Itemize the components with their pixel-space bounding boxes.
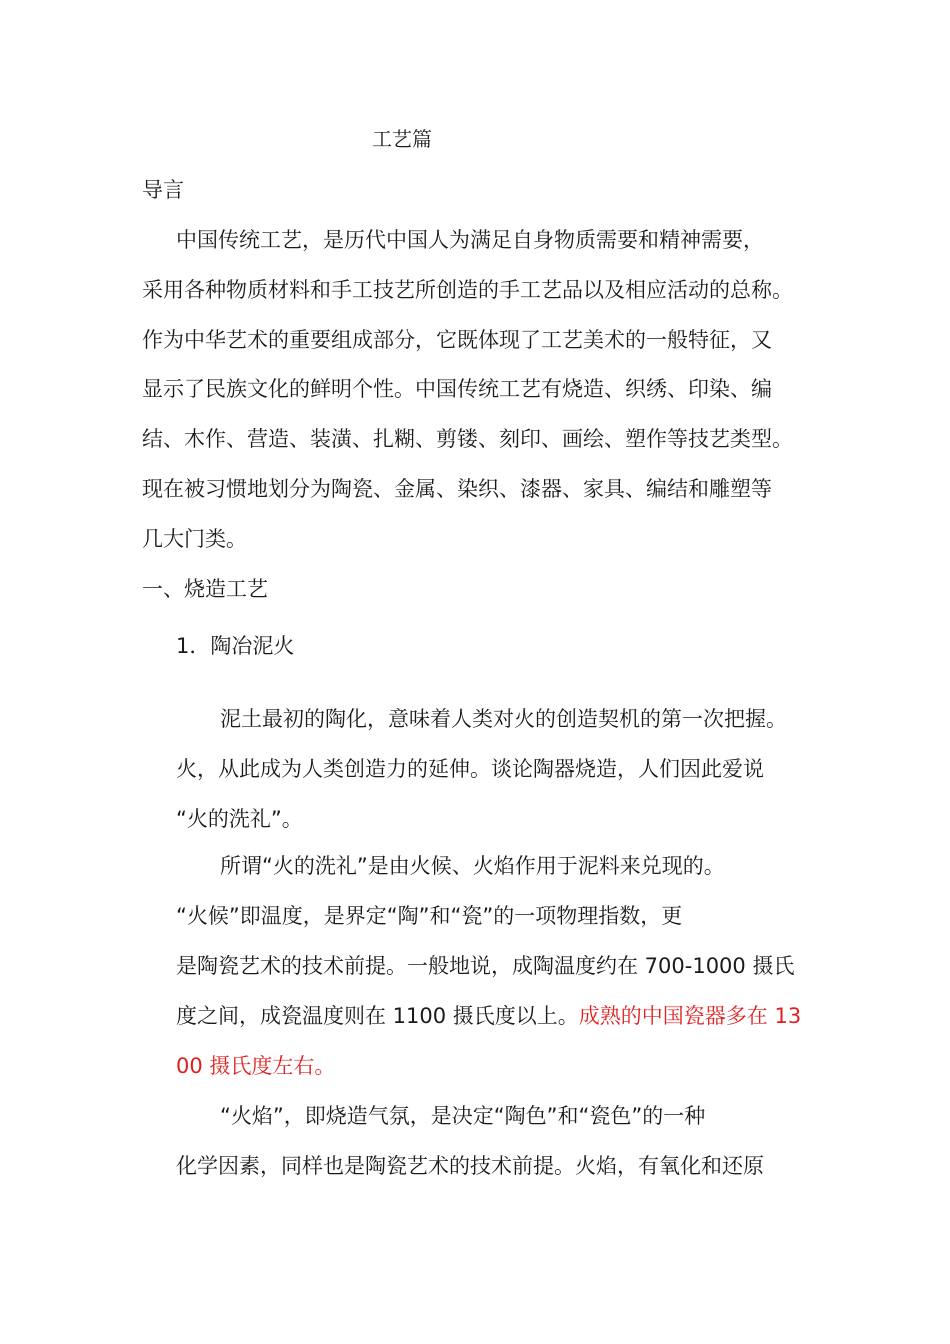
intro-line-7: 几大门类。 xyxy=(142,527,247,551)
intro-line-6: 现在被习惯地划分为陶瓷、金属、染织、漆器、家具、编结和雕塑等 xyxy=(142,477,772,501)
section-heading: 一、烧造工艺 xyxy=(142,577,268,601)
para1-line-1: 泥土最初的陶化，意味着人类对火的创造契机的第一次把握。 xyxy=(220,707,787,731)
intro-line-4: 显示了民族文化的鲜明个性。中国传统工艺有烧造、织绣、印染、编 xyxy=(142,377,772,401)
subsection-heading: 1．陶冶泥火 xyxy=(176,634,295,658)
para3-line-2: 化学因素，同样也是陶瓷艺术的技术前提。火焰，有氧化和还原 xyxy=(176,1154,764,1178)
para2-line-3: 是陶瓷艺术的技术前提。一般地说，成陶温度约在 700-1000 摄氏 xyxy=(176,954,795,978)
para2-line-4 xyxy=(176,1002,801,1030)
para2-line-2: “火候”即温度，是界定“陶”和“瓷”的一项物理指数，更 xyxy=(176,904,683,928)
para2-line-1: 所谓“火的洗礼”是由火候、火焰作用于泥料来兑现的。 xyxy=(220,854,725,878)
intro-line-1: 中国传统工艺，是历代中国人为满足自身物质需要和精神需要， xyxy=(176,228,764,252)
intro-heading: 导言 xyxy=(142,178,184,202)
highlight-text-end: 00 摄氏度左右。 xyxy=(176,1054,336,1078)
para1-line-3: “火的洗礼”。 xyxy=(176,807,303,831)
intro-line-2: 采用各种物质材料和手工技艺所创造的手工艺品以及相应活动的总称。 xyxy=(142,278,793,302)
para1-line-2: 火，从此成为人类创造力的延伸。谈论陶器烧造，人们因此爱说 xyxy=(176,757,764,781)
para3-line-1: “火焰”，即烧造气氛，是决定“陶色”和“瓷色”的一种 xyxy=(220,1104,706,1128)
intro-line-3: 作为中华艺术的重要组成部分，它既体现了工艺美术的一般特征，又 xyxy=(142,328,772,352)
document-title: 工艺篇 xyxy=(372,127,432,151)
para2-line-4-text: 度之间，成瓷温度则在 1100 摄氏度以上。 xyxy=(176,1004,579,1028)
highlight-text-start: 成熟的中国瓷器多在 13 xyxy=(578,1004,802,1028)
intro-line-5: 结、木作、营造、装潢、扎糊、剪镂、刻印、画绘、塑作等技艺类型。 xyxy=(142,427,793,451)
